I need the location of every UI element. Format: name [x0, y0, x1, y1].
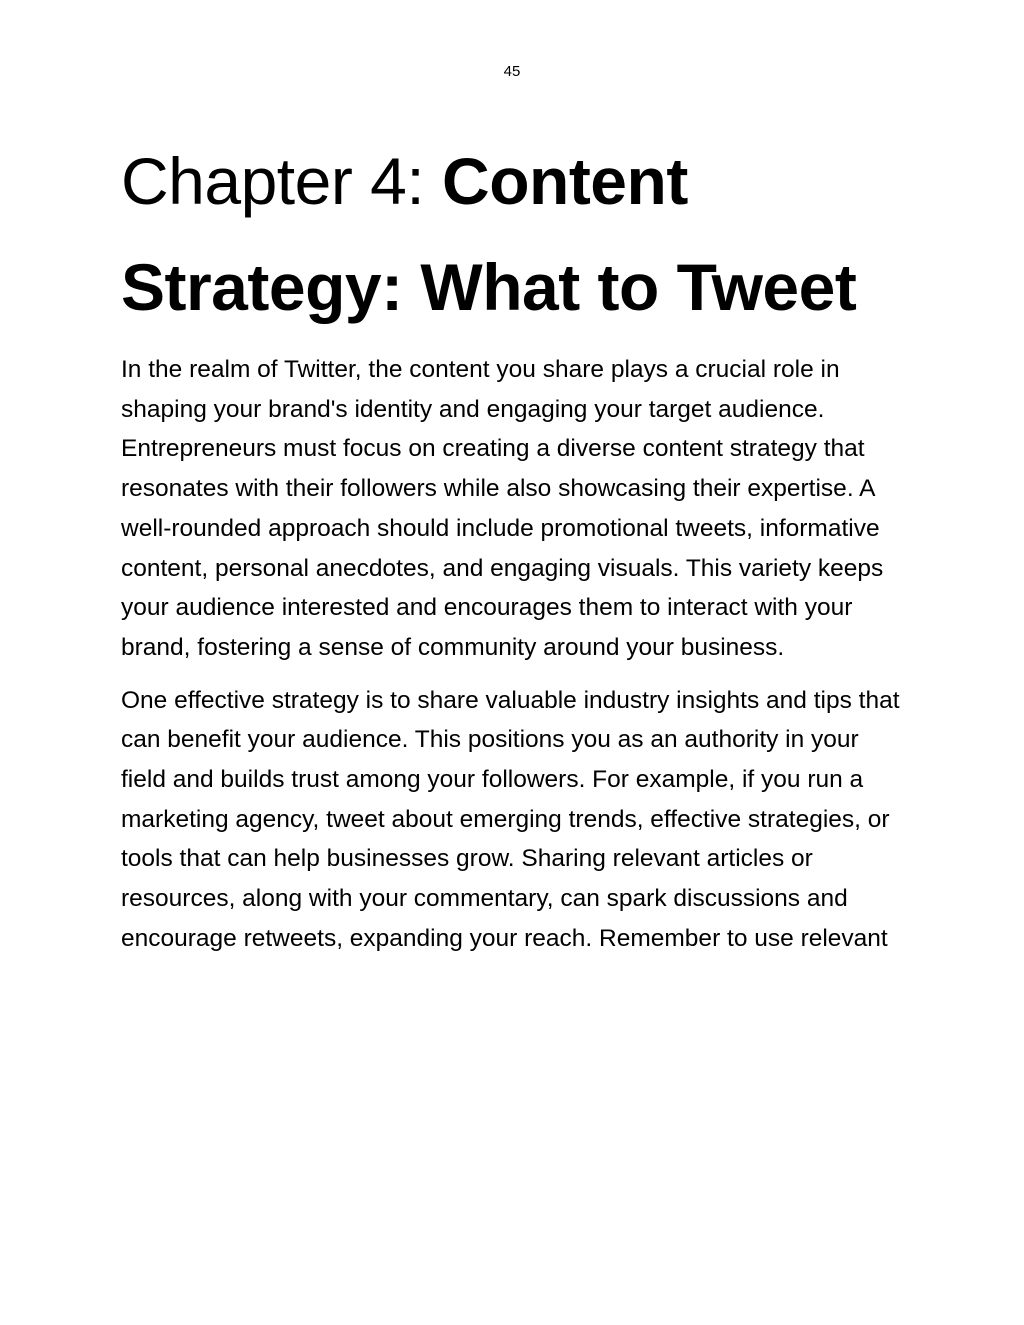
- chapter-name: Content Strategy: What to Tweet: [121, 144, 857, 324]
- chapter-title: [121, 128, 901, 340]
- body-paragraph-2: One effective strategy is to share valuable industry insights and tips that can benefit your audience. This positions you as an authority in your field and builds trust among your followers. For example, if you run a marketing agency, tweet about emerging trends, effective strategies, or tools that can help businesses grow. Sharing relevant articles or resources, along with your commentary, can spark discussions and encourage retweets, expanding your reach. Remember to use relevant: [121, 686, 900, 952]
- chapter-prefix: Chapter 4:: [121, 144, 443, 218]
- body-paragraph-1: In the realm of Twitter, the content you share plays a crucial role in shaping your brand's identity and engaging your target audience. Entrepreneurs must focus on creating a diverse content strategy that resonates with their followers while also showcasing their expertise. A well-rounded approach should include promotional tweets, informative content, personal anecdotes, and engaging visuals. This variety keeps your audience interested and encourages them to interact with your brand, fostering a sense of community around your business.: [121, 356, 884, 661]
- page-number: 45: [503, 63, 521, 80]
- page-content: [121, 128, 901, 959]
